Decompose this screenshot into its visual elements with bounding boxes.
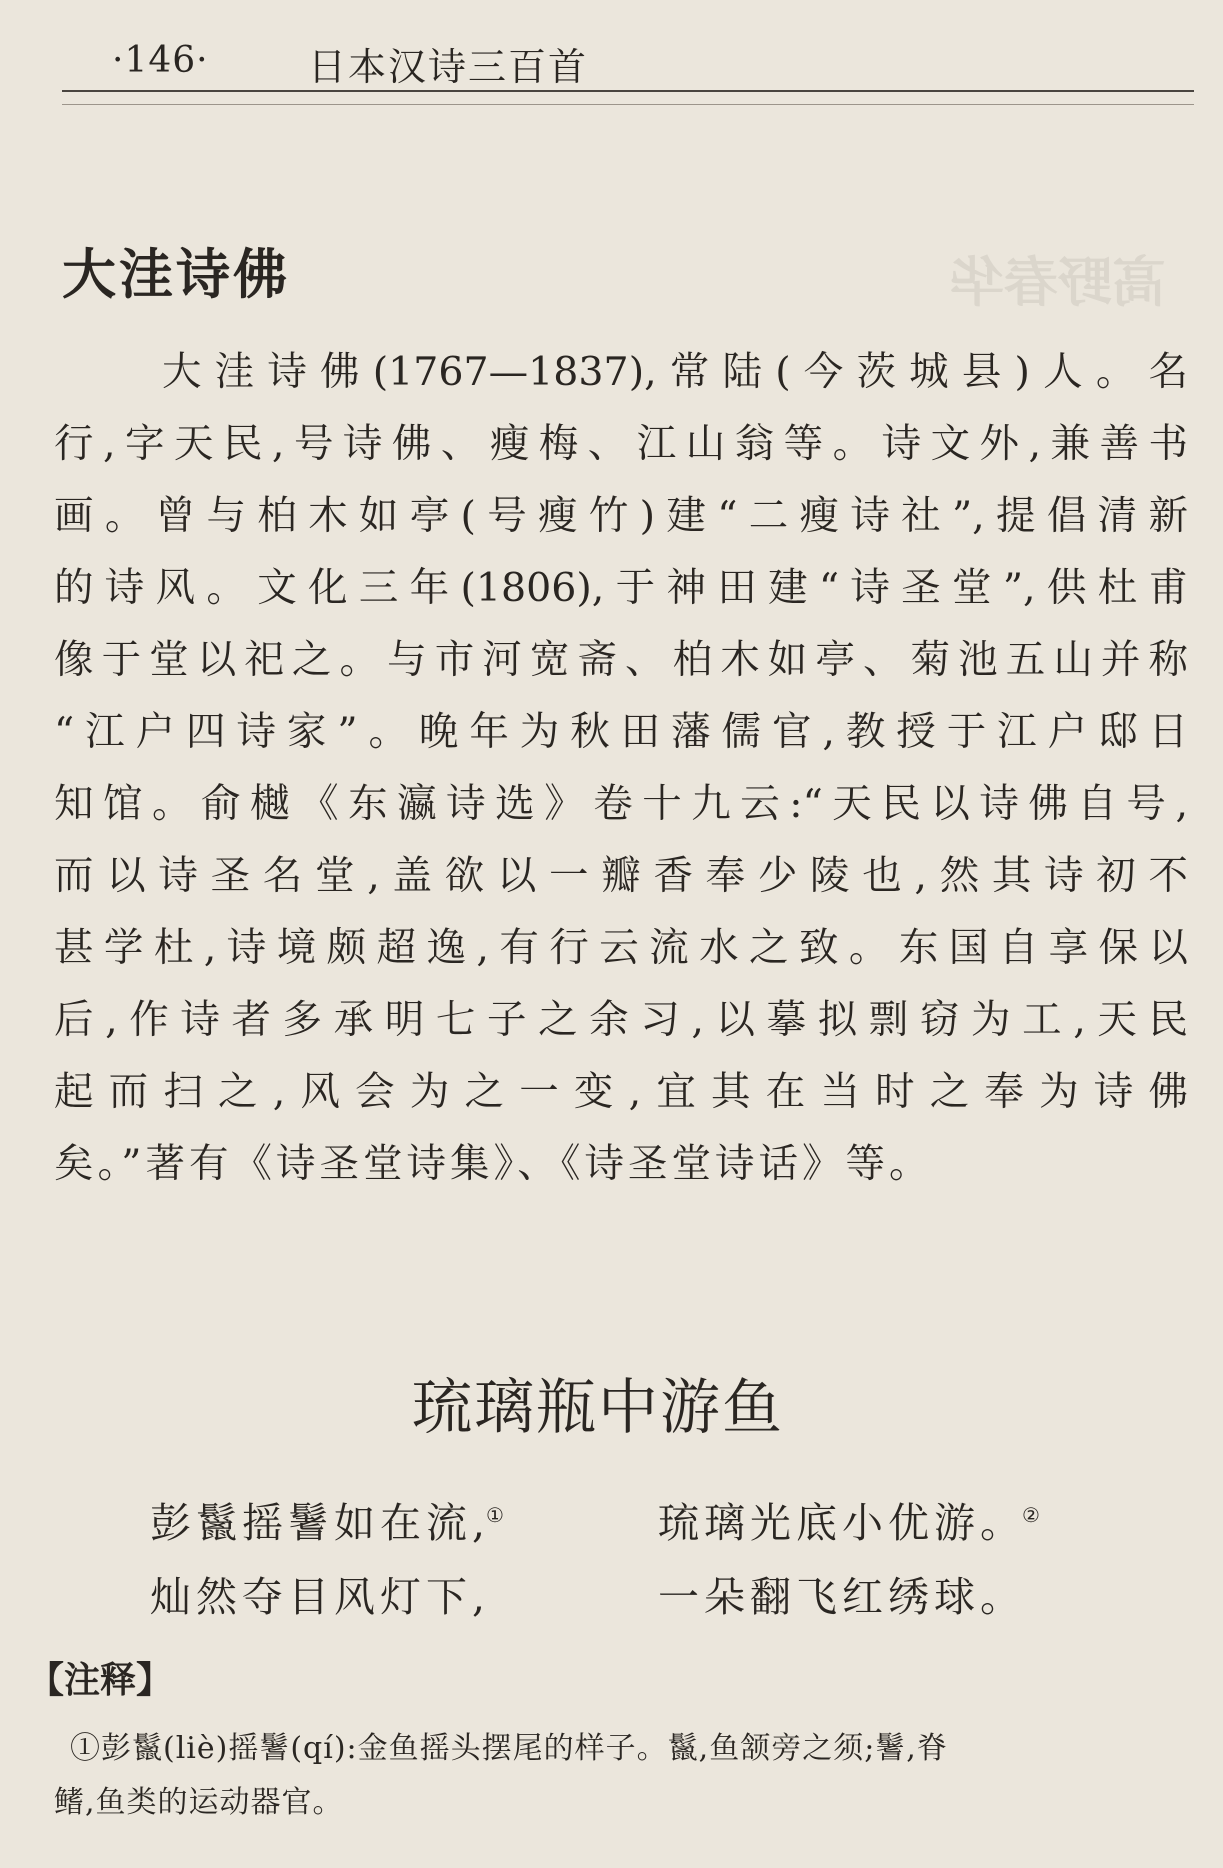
biography-line: 像于堂以祀之。与市河宽斋、柏木如亭、菊池五山并称 [54, 637, 1188, 683]
biography-paragraph [54, 336, 1188, 1200]
biography-line: “江户四诗家”。晚年为秋田藩儒官,教授于江户邸日 [54, 709, 1188, 755]
biography-line: 甚学杜,诗境颇超逸,有行云流水之致。东国自享保以 [54, 925, 1188, 971]
note-line: 鳍,鱼类的运动器官。 [54, 1785, 344, 1820]
verse-text: 琉璃光底小优游。 [658, 1499, 1026, 1547]
biography-line: 起而扫之,风会为之一变,宜其在当时之奉为诗佛 [54, 1069, 1188, 1115]
biography-line: 行,字天民,号诗佛、瘦梅、江山翁等。诗文外,兼善书 [54, 421, 1188, 467]
biography-line: 的诗风。文化三年(1806),于神田建“诗圣堂”,供杜甫 [54, 565, 1188, 611]
biography-line: 大洼诗佛(1767—1837),常陆(今茨城县)人。名 [162, 349, 1188, 395]
running-header [62, 22, 1194, 92]
bleed-through-heading: 高野春华 [950, 251, 1166, 314]
biography-line: 而以诗圣名堂,盖欲以一瓣香奉少陵也,然其诗初不 [54, 853, 1188, 899]
page-number: ·146· [112, 40, 209, 81]
biography-line: 后,作诗者多承明七子之余习,以摹拟剽窃为工,天民 [54, 997, 1188, 1043]
poem-body [150, 1490, 1150, 1638]
header-rule [62, 104, 1194, 105]
verse-text: 彭鬣摇鬐如在流, [150, 1499, 491, 1547]
poem-couplet [150, 1490, 1150, 1564]
biography-line: 矣。”著有《诗圣堂诗集》、《诗圣堂诗话》等。 [54, 1141, 933, 1187]
verse-text: 一朵翻飞红绣球。 [658, 1573, 1026, 1621]
note-line: ①彭鬣(liè)摇鬐(qí):金鱼摇头摆尾的样子。鬣,鱼颔旁之须;鬐,脊 [70, 1731, 948, 1766]
poem-verse [658, 1490, 1040, 1549]
poem-verse [658, 1564, 1026, 1623]
footnote-marker: ① [486, 1503, 504, 1528]
poem-title: 琉璃瓶中游鱼 [412, 1373, 784, 1443]
notes-body [54, 1722, 1190, 1830]
poem-verse [150, 1490, 504, 1549]
book-title: 日本汉诗三百首 [308, 45, 589, 89]
poem-verse [150, 1564, 490, 1623]
verse-text: 灿然夺目风灯下, [150, 1573, 491, 1621]
biography-line: 知馆。俞樾《东瀛诗选》卷十九云:“天民以诗佛自号, [54, 781, 1188, 827]
notes-heading: 【注释】 [28, 1660, 173, 1701]
section-title: 大洼诗佛 [62, 243, 290, 306]
poem-couplet [150, 1564, 1150, 1638]
footnote-marker: ② [1022, 1503, 1040, 1528]
biography-line: 画。曾与柏木如亭(号瘦竹)建“二瘦诗社”,提倡清新 [54, 493, 1188, 539]
